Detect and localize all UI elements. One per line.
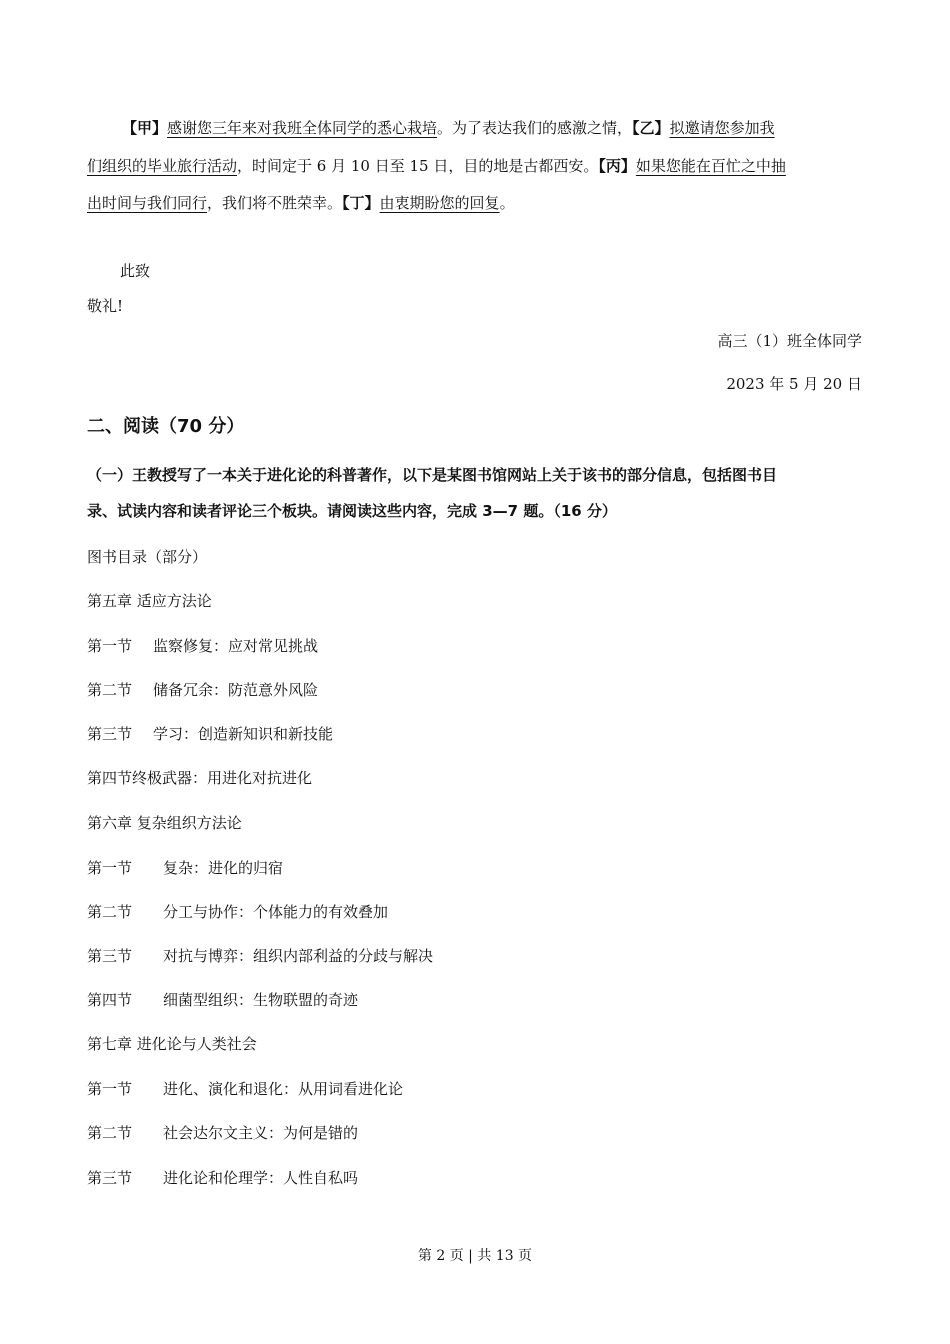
section-heading: 二、阅读（70 分） — [87, 416, 245, 437]
section-title: 对抗与博弈：组织内部利益的分歧与解决 — [163, 947, 434, 965]
marker-jia: 【甲】 — [122, 119, 168, 137]
toc-item — [87, 724, 333, 744]
section-number: 第一节 — [87, 1080, 133, 1098]
underlined-sentence-ding: 由衷期盼您的回复 — [379, 194, 500, 212]
closing-1: 此致 — [120, 262, 151, 280]
marker-bing: 【丙】 — [598, 157, 636, 175]
closing-2: 敬礼! — [87, 297, 124, 315]
letter-line-1 — [122, 118, 775, 138]
section-title: 进化、演化和退化：从用词看进化论 — [163, 1080, 404, 1098]
section-intro-2: 录、试读内容和读者评论三个板块。请阅读这些内容，完成 3—7 题。（16 分） — [87, 502, 617, 520]
toc-item — [87, 946, 433, 966]
section-number: 第四节 — [87, 991, 133, 1009]
text: ，时间定于 6 月 10 日至 15 日，目的地是古都西安。 — [237, 157, 599, 175]
page-footer: 第 2 页 | 共 13 页 — [417, 1248, 533, 1264]
section-title: 细菌型组织：生物联盟的奇迹 — [163, 991, 359, 1009]
toc-item — [87, 858, 283, 878]
section-title: 监察修复：应对常见挑战 — [153, 637, 319, 655]
marker-yi: 【乙】 — [632, 119, 670, 137]
section-title: 学习：创造新知识和新技能 — [153, 725, 334, 743]
letter-line-3 — [87, 193, 515, 213]
toc-item: 第四节终极武器：用进化对抗进化 — [87, 769, 313, 787]
chapter-5-title: 第五章 适应方法论 — [87, 592, 212, 610]
section-number: 第二节 — [87, 681, 133, 699]
marker-ding: 【丁】 — [342, 194, 380, 212]
section-number: 第三节 — [87, 725, 133, 743]
letter-line-2 — [87, 156, 786, 176]
toc-title: 图书目录（部分） — [87, 548, 208, 566]
section-number: 第一节 — [87, 859, 133, 877]
toc-item — [87, 990, 358, 1010]
underlined-sentence-bing-cont: 出时间与我们同行 — [87, 194, 208, 212]
toc-item — [87, 680, 318, 700]
underlined-sentence-jia: 感谢您三年来对我班全体同学的悉心栽培 — [167, 119, 438, 137]
section-title: 储备冗余：防范意外风险 — [153, 681, 319, 699]
section-title: 社会达尔文主义：为何是错的 — [163, 1124, 359, 1142]
section-number: 第三节 — [87, 1169, 133, 1187]
section-intro-1: （一）王教授写了一本关于进化论的科普著作，以下是某图书馆网站上关于该书的部分信息，包括图书目 — [87, 466, 778, 484]
text: 。为了表达我们的感激之情， — [437, 119, 633, 137]
section-title: 复杂：进化的归宿 — [163, 859, 284, 877]
underlined-sentence-yi: 拟邀请您参加我 — [669, 119, 775, 137]
signature: 高三（1）班全体同学 — [717, 332, 862, 350]
section-title: 分工与协作：个体能力的有效叠加 — [163, 903, 389, 921]
section-number: 第二节 — [87, 1124, 133, 1142]
underlined-sentence-bing: 如果您能在百忙之中抽 — [635, 157, 786, 175]
section-number: 第一节 — [87, 637, 133, 655]
text: ，我们将不胜荣幸。 — [207, 194, 343, 212]
chapter-7-title: 第七章 进化论与人类社会 — [87, 1035, 257, 1053]
date: 2023 年 5 月 20 日 — [726, 375, 862, 393]
text: 。 — [499, 194, 515, 212]
section-number: 第二节 — [87, 903, 133, 921]
toc-item — [87, 1168, 358, 1188]
underlined-sentence-yi-cont: 们组织的毕业旅行活动 — [87, 157, 238, 175]
toc-item — [87, 636, 318, 656]
section-number: 第三节 — [87, 947, 133, 965]
chapter-6-title: 第六章 复杂组织方法论 — [87, 814, 242, 832]
section-title: 进化论和伦理学：人性自私吗 — [163, 1169, 359, 1187]
toc-item — [87, 1079, 403, 1099]
toc-item — [87, 1123, 358, 1143]
toc-item — [87, 902, 388, 922]
